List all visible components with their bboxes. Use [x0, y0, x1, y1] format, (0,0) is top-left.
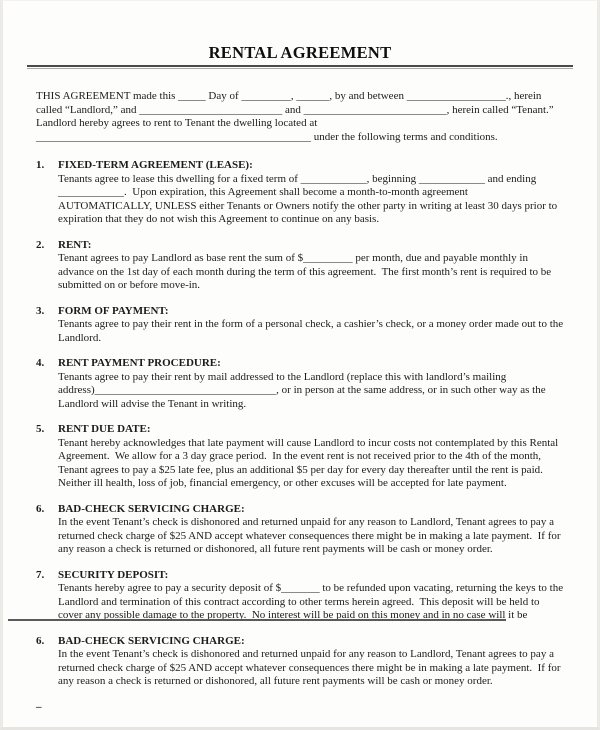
page-title: RENTAL AGREEMENT [208, 43, 392, 62]
section-body: Tenants agree to pay their rent by mail addressed to the Landlord (replace this with landlord’s mailing address)_________________________________, or in person at the same address, or in such other way as the Landlord will advise the Tenant in writing. [58, 370, 549, 410]
footer-dash-mark: – [36, 700, 42, 713]
agreement-intro-paragraph: THIS AGREEMENT made this _____ Day of _________, ______, by and between __________________., herein called “Landlord,” and __________________________ and __________________________, herein called “Tenant.” Landlord hereby agrees to rent to Tenant the dwelling located at __________________________________________________ under the following terms and conditions. [36, 90, 560, 143]
section-number: 2. [36, 238, 45, 251]
section-heading: RENT: [58, 238, 92, 251]
section-heading: SECURITY DEPOSIT: [58, 568, 169, 581]
agreement-section [36, 159, 564, 227]
section-number: 7. [36, 568, 45, 581]
page-break-line [8, 619, 506, 621]
section-heading: BAD-CHECK SERVICING CHARGE: [58, 502, 245, 515]
section-body: Tenants agree to pay their rent in the form of a personal check, a cashier’s check, or a money order made out to the Landlord. [58, 318, 566, 344]
agreement-section [36, 239, 564, 293]
agreement-section [36, 569, 564, 623]
section-number: 1. [36, 159, 45, 171]
agreement-section [36, 305, 564, 346]
section-body: Tenant hereby acknowledges that late payment will cause Landlord to incur costs not contemplated by this Rental Agreement. We allow for a 3 day grace period. In the event rent is not received prior to the 4th of the month, Tenant agrees to pay a $25 late fee, plus an additional $5 per day for every day thereafter until the rent is paid. Neither ill health, loss of job, financial emergency, or other excuses will be accepted for late payment. [58, 436, 561, 489]
section-heading: BAD-CHECK SERVICING CHARGE: [58, 634, 245, 647]
section-body: Tenants agree to lease this dwelling for a fixed term of ____________, beginning ____________ and ending ____________. Upon expiration, this Agreement shall become a month-to-month agreement AUTOMATICALLY, UNLESS either Tenants or Owners notify the other party in writing at least 30 days prior to expiration that they do not wish this Agreement to continue on any basis. [58, 172, 560, 225]
section-number: 6. [36, 502, 45, 515]
section-body: In the event Tenant’s check is dishonored and returned unpaid for any reason to Landlord, Tenant agrees to pay a returned check charge of $25 AND accept whatever consequences there might be in making a late payment. If for any reason a check is returned or dishonored, all future rent payments will be cash or money order. [58, 648, 564, 687]
agreement-section [36, 635, 564, 689]
section-heading: RENT PAYMENT PROCEDURE: [58, 357, 221, 369]
section-heading: FORM OF PAYMENT: [58, 304, 169, 317]
section-number: 3. [36, 304, 45, 317]
section-body: Tenants hereby agree to pay a security deposit of $_______ to be refunded upon vacating, returning the keys to the Landlord and termination of this contract according to other terms herein agreed. This deposit will be held to cover any possible damage to the property. No interest will be paid on this money and in no case will it be [58, 582, 566, 621]
title-underline-rule [27, 65, 573, 69]
section-body: Tenant agrees to pay Landlord as base rent the sum of $_________ per month, due and payable monthly in advance on the 1st day of each month during the term of this agreement. The first month’s rent is required to be submitted on or before move-in. [58, 252, 554, 291]
section-number: 6. [36, 634, 45, 647]
sections-list [36, 159, 564, 689]
section-heading: RENT DUE DATE: [58, 423, 151, 435]
agreement-section [36, 423, 564, 491]
agreement-section [36, 357, 564, 411]
agreement-section [36, 503, 564, 557]
section-body: In the event Tenant’s check is dishonored and returned unpaid for any reason to Landlord, Tenant agrees to pay a returned check charge of $25 AND accept whatever consequences there might be in making a late payment. If for any reason a check is returned or dishonored, all future rent payments will be cash or money order. [58, 516, 564, 555]
section-heading: FIXED-TERM AGREEMENT (LEASE): [58, 159, 253, 171]
section-number: 4. [36, 357, 45, 369]
section-number: 5. [36, 423, 45, 435]
